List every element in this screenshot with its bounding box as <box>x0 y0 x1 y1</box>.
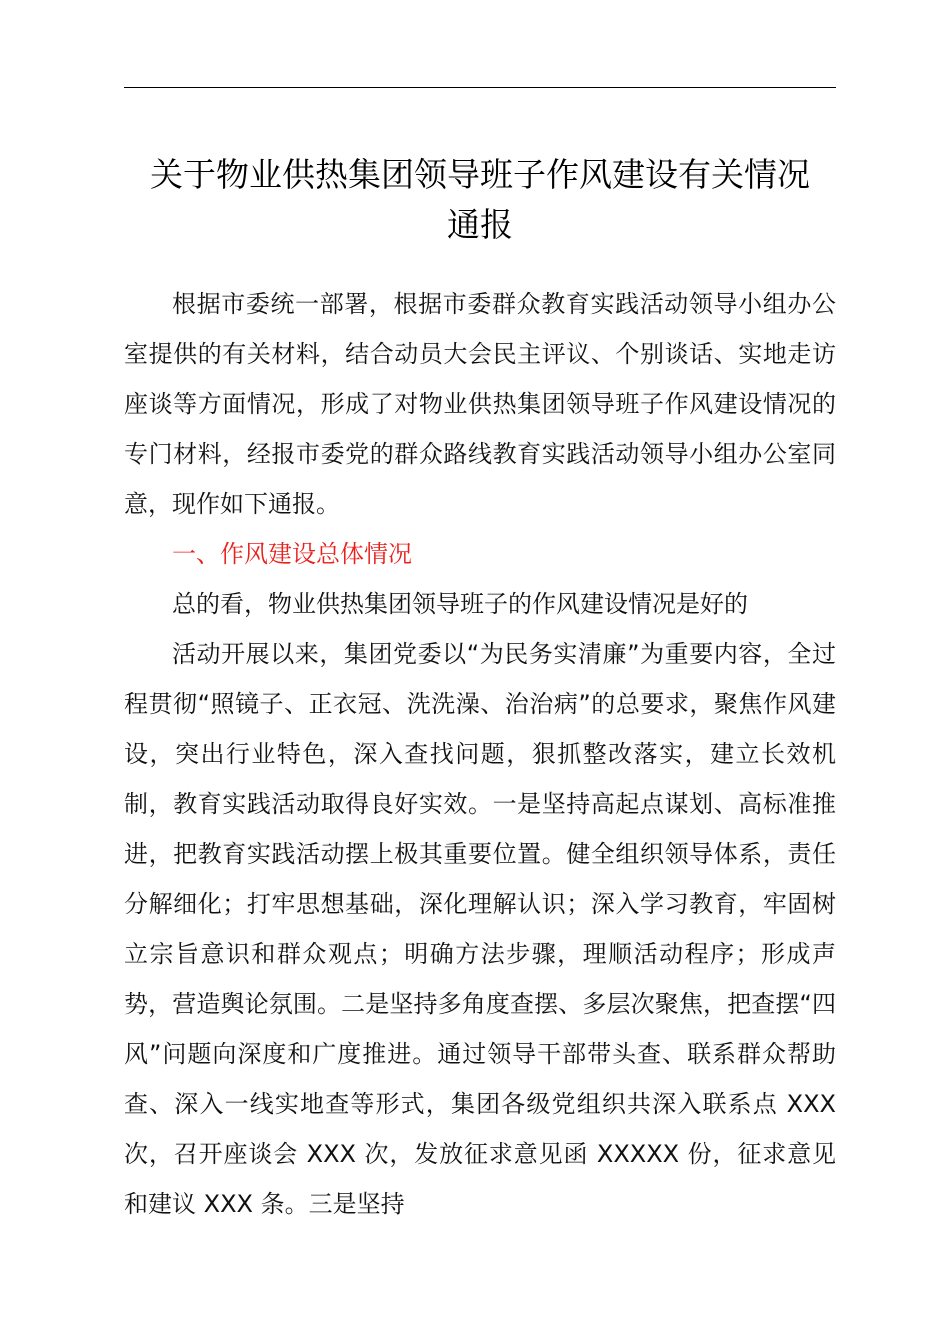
activity-paragraph: 活动开展以来，集团党委以“为民务实清廉”为重要内容，全过程贯彻“照镜子、正衣冠、洗洗澡、治治病”的总要求，聚焦作风建设，突出行业特色，深入查找问题，狠抓整改落实，建立长效机制，教育实践活动取得良好实效。一是坚持高起点谋划、高标准推进，把教育实践活动摆上极其重要位置。健全组织领导体系，责任分解细化；打牢思想基础，深化理解认识；深入学习教育，牢固树立宗旨意识和群众观点；明确方法步骤，理顺活动程序；形成声势，营造舆论氛围。二是坚持多角度查摆、多层次聚焦，把查摆“四风”问题向深度和广度推进。通过领导干部带头查、联系群众帮助查、深入一线实地查等形式，集团各级党组织共深入联系点 XXX 次，召开座谈会 XXX 次，发放征求意见函 XXXXX 份，征求意见和建议 XXX 条。三是坚持 <box>124 640 836 1218</box>
header-rule <box>124 87 836 88</box>
title-line-1: 关于物业供热集团领导班子作风建设有关情况 <box>150 155 810 194</box>
document-body <box>124 279 836 1229</box>
title-line-2: 通报 <box>447 205 513 244</box>
document-title <box>110 150 850 250</box>
summary-paragraph: 总的看，物业供热集团领导班子的作风建设情况是好的 <box>172 590 748 618</box>
section-heading: 一、作风建设总体情况 <box>172 540 412 568</box>
intro-paragraph: 根据市委统一部署，根据市委群众教育实践活动领导小组办公室提供的有关材料，结合动员大会民主评议、个别谈话、实地走访座谈等方面情况，形成了对物业供热集团领导班子作风建设情况的专门材料，经报市委党的群众路线教育实践活动领导小组办公室同意，现作如下通报。 <box>124 290 836 518</box>
